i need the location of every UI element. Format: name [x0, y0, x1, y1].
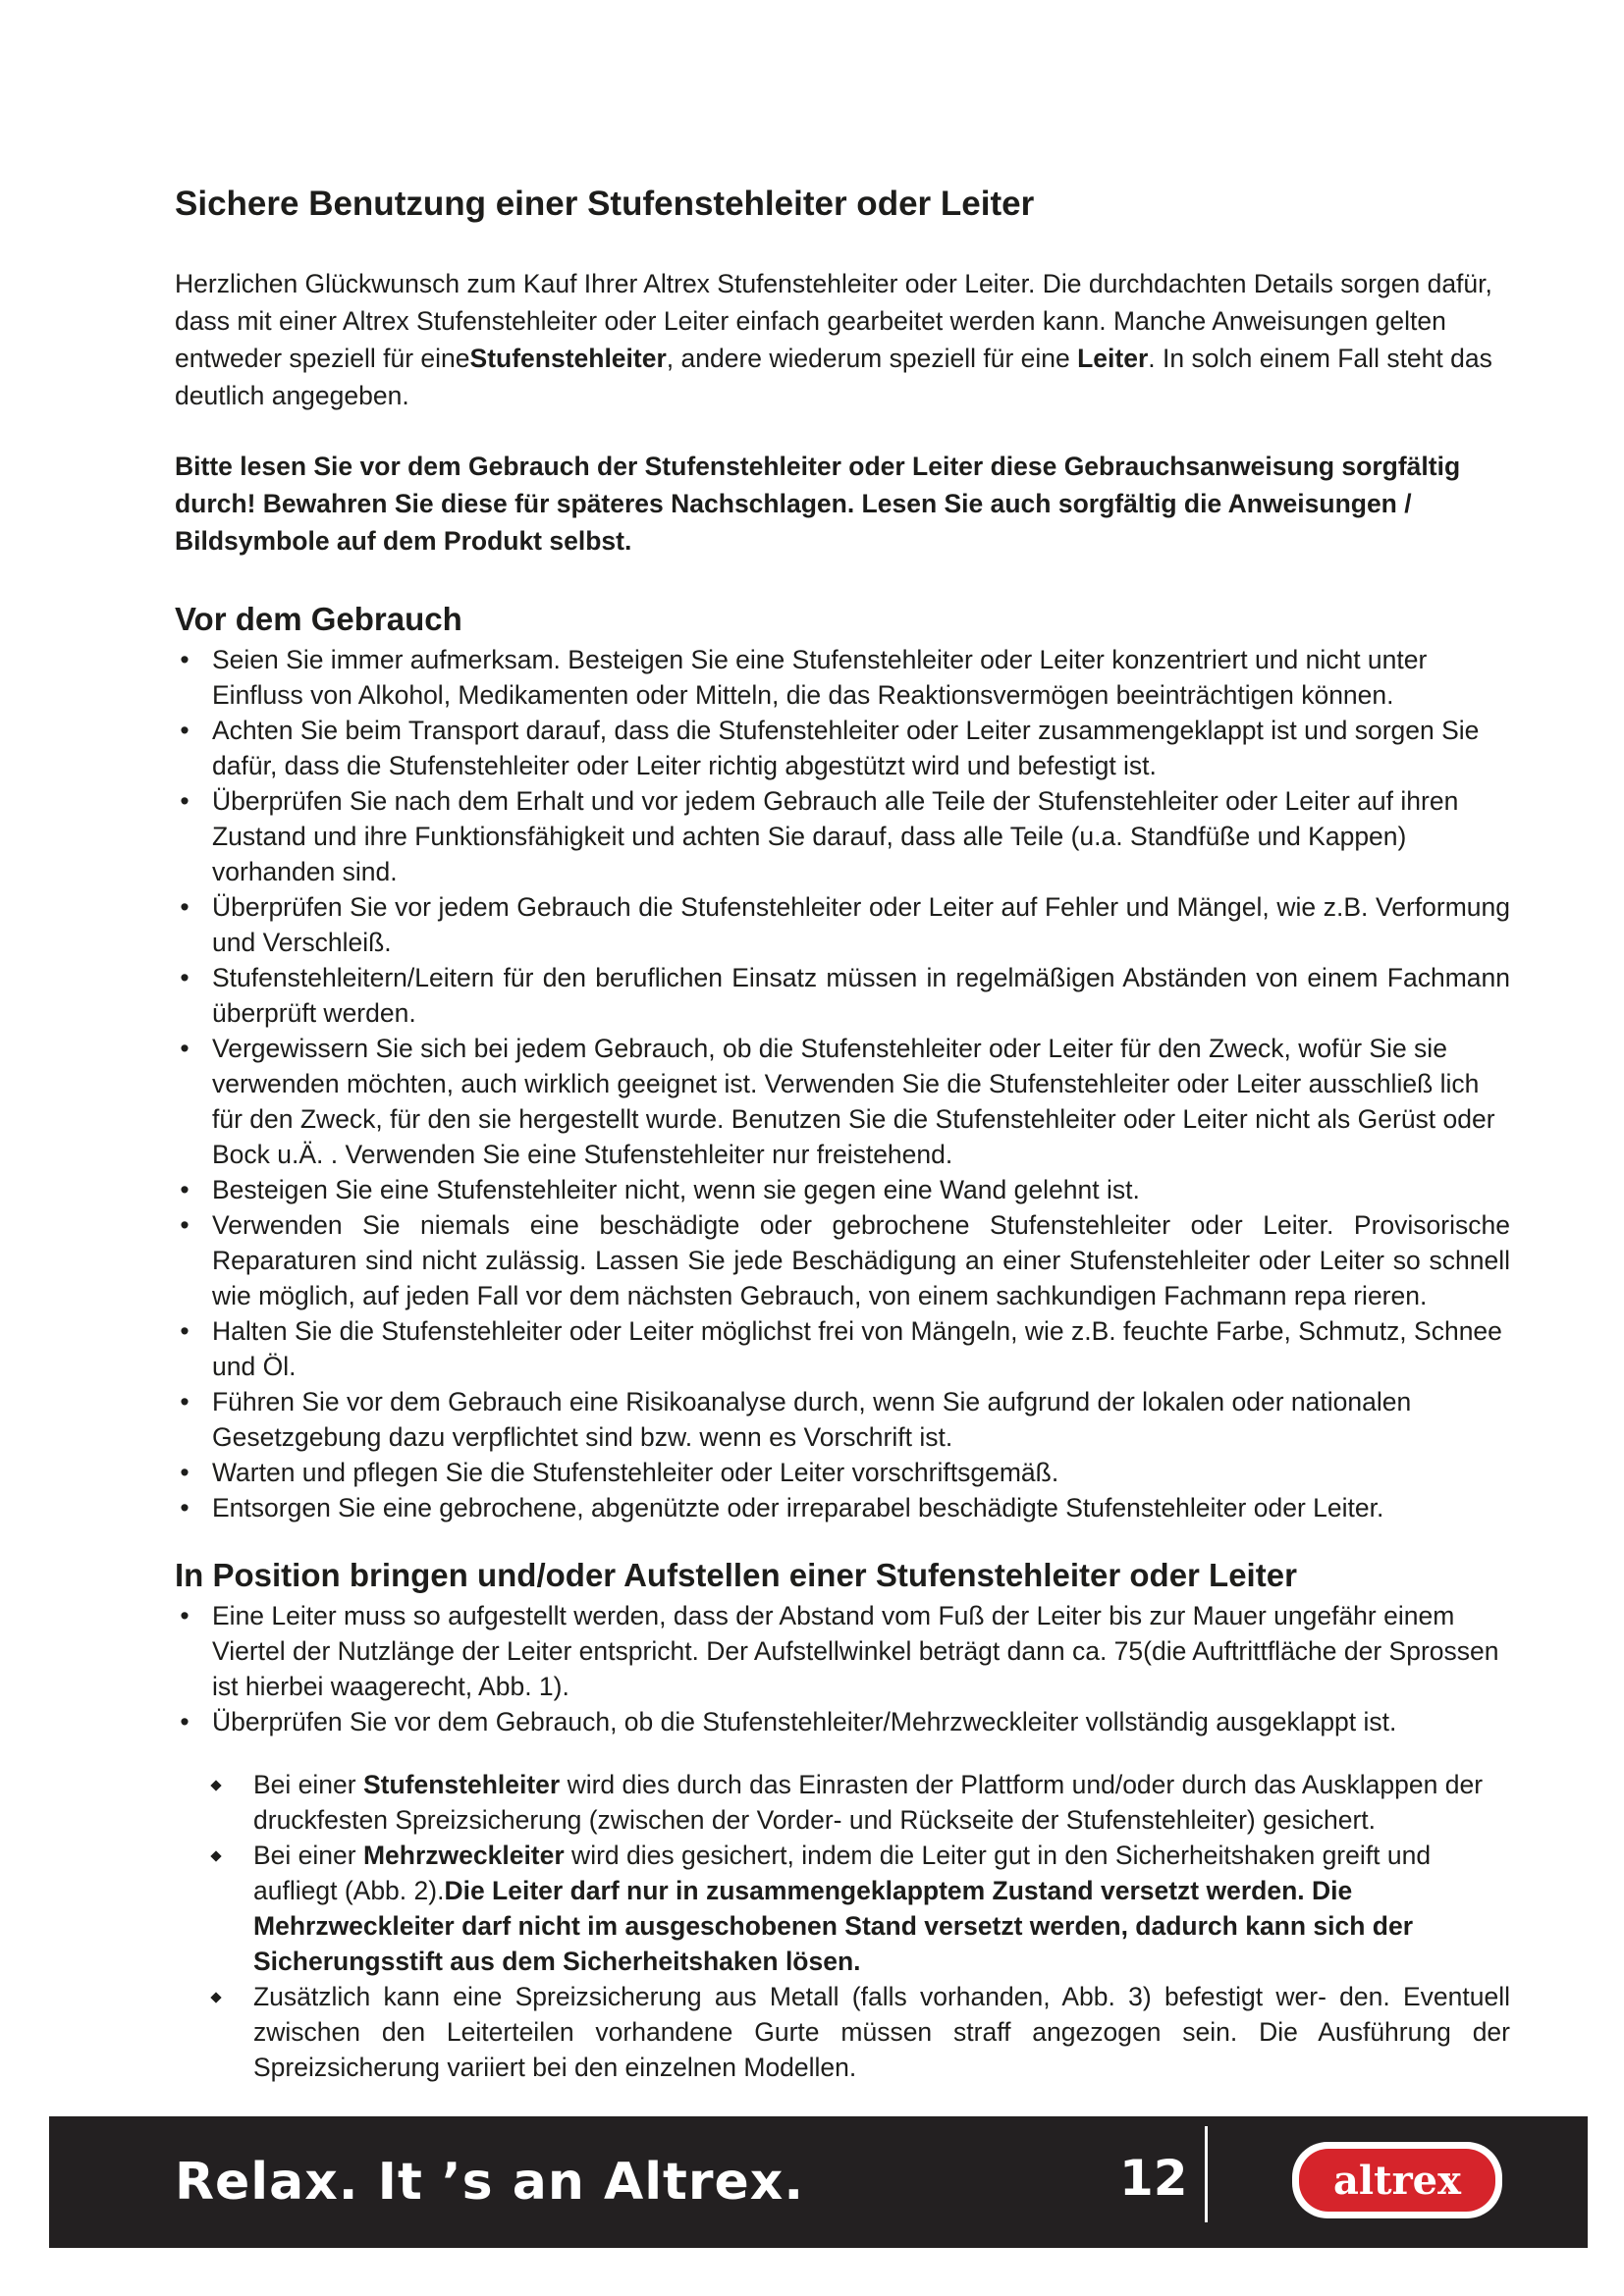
list-item-text: Überprüfen Sie vor dem Gebrauch, ob die Stufenstehleiter/Mehrzweckleiter vollständig ausgeklappt ist.	[212, 1707, 1397, 1736]
sub-item-bold: Mehrzweckleiter	[362, 1841, 565, 1870]
intro-text-2: , andere wiederum speziell für eine	[666, 344, 1078, 373]
list-item-text: Warten und pflegen Sie die Stufenstehleiter oder Leiter vorschriftsgemäß.	[212, 1458, 1059, 1487]
bullet-marker: •	[180, 1387, 189, 1416]
list-item-text: Verwenden Sie niemals eine beschädigte oder gebrochene Stufenstehleiter oder Leiter. Provisorische Reparaturen sind nicht zulässig. Lassen Sie jede Beschädigung an einer Stufenstehleiter oder Leiter so schnell wie möglich, auf jeden Fall vor dem nächsten Gebrauch, von einem sachkundigen Fachmann repa rieren.	[212, 1210, 1510, 1310]
diamond-bullet-icon	[210, 1992, 221, 2002]
sub-list-item	[175, 1979, 1510, 2085]
before-use-list	[175, 642, 1510, 1525]
list-item-text: Entsorgen Sie eine gebrochene, abgenützte oder irreparabel beschädigte Stufenstehleiter oder Leiter.	[212, 1493, 1384, 1522]
sub-item-text: Bei einer	[253, 1841, 363, 1870]
bullet-marker: •	[180, 1458, 189, 1487]
list-item	[175, 713, 1510, 783]
sub-list-item	[175, 1838, 1510, 1979]
footer-divider	[1205, 2126, 1208, 2222]
page-number: 12	[1119, 2150, 1188, 2207]
logo-text: altrex	[1333, 2158, 1461, 2204]
bullet-marker: •	[180, 645, 189, 674]
bullet-marker: •	[180, 1707, 189, 1736]
bullet-marker: •	[180, 1175, 189, 1204]
sub-item-text: Zusätzlich kann eine Spreizsicherung aus Metall (falls vorhanden, Abb. 3) befestigt wer- den. Eventuell zwischen den Leiterteilen vorhandene Gurte müssen straff angezogen sein. Die Ausführung der Spreizsicherung variiert bei den einzelnen Modellen.	[253, 1982, 1510, 2082]
list-item	[175, 1031, 1510, 1172]
list-item	[175, 1384, 1510, 1455]
bullet-marker: •	[180, 1034, 189, 1063]
list-item	[175, 1313, 1510, 1384]
warning-paragraph: Bitte lesen Sie vor dem Gebrauch der Stufenstehleiter oder Leiter diese Gebrauchsanweisung sorgfältig durch! Bewahren Sie diese für späteres Nachschlagen. Lesen Sie auch sorgfältig die Anweisungen / Bildsymbole auf dem Produkt selbst.	[175, 452, 1461, 556]
positioning-list	[175, 1598, 1510, 1739]
bullet-marker: •	[180, 716, 189, 745]
bullet-marker: •	[180, 1493, 189, 1522]
bullet-marker: •	[180, 1210, 189, 1240]
bullet-marker: •	[180, 1601, 189, 1630]
list-item-text: Vergewissern Sie sich bei jedem Gebrauch, ob die Stufenstehleiter oder Leiter für den Zweck, wofür Sie sie verwenden möchten, auch wirklich geeignet ist. Verwenden Sie die Stufenstehleiter oder Leiter ausschließ lich für den Zweck, für den sie hergestellt wurde. Benutzen Sie die Stufenstehleiter oder Leiter nicht als Gerüst oder Bock u.Ä. . Verwenden Sie eine Stufenstehleiter nur freistehend.	[212, 1034, 1495, 1169]
list-item	[175, 1455, 1510, 1490]
list-item-text: Überprüfen Sie nach dem Erhalt und vor jedem Gebrauch alle Teile der Stufenstehleiter oder Leiter auf ihren Zustand und ihre Funktionsfähigkeit und achten Sie darauf, dass alle Teile (u.a. Standfüße und Kappen) vorhanden sind.	[212, 786, 1459, 886]
sub-item-text: Bei einer	[253, 1770, 363, 1799]
bullet-marker: •	[180, 786, 189, 816]
altrex-logo	[1290, 2140, 1504, 2220]
list-item-text: Überprüfen Sie vor jedem Gebrauch die Stufenstehleiter oder Leiter auf Fehler und Mängel, wie z.B. Verformung und Verschleiß.	[212, 892, 1510, 957]
list-item	[175, 889, 1510, 960]
sub-item-text: wird dies durch das Einrasten der Plattform und/oder durch das Ausklappen der druckfesten Spreizsicherung (zwischen der Vorder- und Rückseite der Stufenstehleiter) gesichert.	[253, 1770, 1484, 1835]
list-item-text: Führen Sie vor dem Gebrauch eine Risikoanalyse durch, wenn Sie aufgrund der lokalen oder nationalen Gesetzgebung dazu verpflichtet sind bzw. wenn es Vorschrift ist.	[212, 1387, 1412, 1452]
footer-slogan: Relax. It ’s an Altrex.	[175, 2153, 805, 2212]
list-item	[175, 1704, 1510, 1739]
list-item-text: Halten Sie die Stufenstehleiter oder Leiter möglichst frei von Mängeln, wie z.B. feuchte Farbe, Schmutz, Schnee und Öl.	[212, 1316, 1502, 1381]
sub-item-text: wird dies gesichert, indem die Leiter gut in den Sicherheitshaken greift und aufliegt (Abb. 2).	[253, 1841, 1432, 1905]
intro-text-3: . In solch einem Fall steht das deutlich angegeben.	[175, 344, 1492, 410]
list-item-text: Stufenstehleitern/Leitern für den beruflichen Einsatz müssen in regelmäßigen Abständen von einem Fachmann überprüft werden.	[212, 963, 1510, 1028]
positioning-sublist	[175, 1767, 1510, 2085]
section-heading-before-use: Vor dem Gebrauch	[175, 601, 462, 637]
diamond-bullet-icon	[210, 1780, 221, 1790]
page-title: Sichere Benutzung einer Stufenstehleiter oder Leiter	[175, 185, 1035, 223]
section-heading-positioning: In Position bringen und/oder Aufstellen einer Stufenstehleiter oder Leiter	[175, 1557, 1297, 1593]
footer-bar	[49, 2116, 1588, 2248]
list-item	[175, 1598, 1510, 1704]
sub-list-item	[175, 1767, 1510, 1838]
list-item	[175, 1490, 1510, 1525]
intro-paragraph	[175, 265, 1510, 414]
bullet-marker: •	[180, 963, 189, 992]
bullet-marker: •	[180, 1316, 189, 1346]
bullet-marker: •	[180, 892, 189, 922]
list-item	[175, 1207, 1510, 1313]
list-item	[175, 642, 1510, 713]
intro-bold-stufenstehleiter: Stufenstehleiter	[469, 344, 667, 373]
list-item-text: Besteigen Sie eine Stufenstehleiter nicht, wenn sie gegen eine Wand gelehnt ist.	[212, 1175, 1140, 1204]
intro-bold-leiter: Leiter	[1077, 344, 1149, 373]
list-item-text: Seien Sie immer aufmerksam. Besteigen Sie eine Stufenstehleiter oder Leiter konzentriert und nicht unter Einfluss von Alkohol, Medikamenten oder Mitteln, die das Reaktionsvermögen beeinträchtigen können.	[212, 645, 1428, 710]
sub-item-bold: Stufenstehleiter	[362, 1770, 561, 1799]
list-item	[175, 783, 1510, 889]
list-item-text: Eine Leiter muss so aufgestellt werden, dass der Abstand vom Fuß der Leiter bis zur Mauer ungefähr einem Viertel der Nutzlänge der Leiter entspricht. Der Aufstellwinkel beträgt dann ca. 75(die Auftrittfläche der Sprossen ist hierbei waagerecht, Abb. 1).	[212, 1601, 1499, 1701]
diamond-bullet-icon	[210, 1850, 221, 1861]
sub-item-bold-warning: Die Leiter darf nur in zusammengeklapptem Zustand versetzt werden. Die Mehrzweckleiter darf nicht im ausgeschobenen Stand versetzt werden, dadurch kann sich der Sicherungsstift aus dem Sicherheitshaken lösen.	[253, 1876, 1414, 1976]
list-item	[175, 960, 1510, 1031]
list-item	[175, 1172, 1510, 1207]
intro-text-1: Herzlichen Glückwunsch zum Kauf Ihrer Altrex Stufenstehleiter oder Leiter. Die durchdachten Details sorgen dafür, dass mit einer Altrex Stufenstehleiter oder Leiter einfach gearbeitet werden kann. Manche Anweisungen gelten entweder speziell für eine	[175, 269, 1492, 373]
list-item-text: Achten Sie beim Transport darauf, dass die Stufenstehleiter oder Leiter zusammengeklappt ist und sorgen Sie dafür, dass die Stufenstehleiter oder Leiter richtig abgestützt wird und befestigt ist.	[212, 716, 1480, 780]
page-content	[175, 183, 1510, 2085]
